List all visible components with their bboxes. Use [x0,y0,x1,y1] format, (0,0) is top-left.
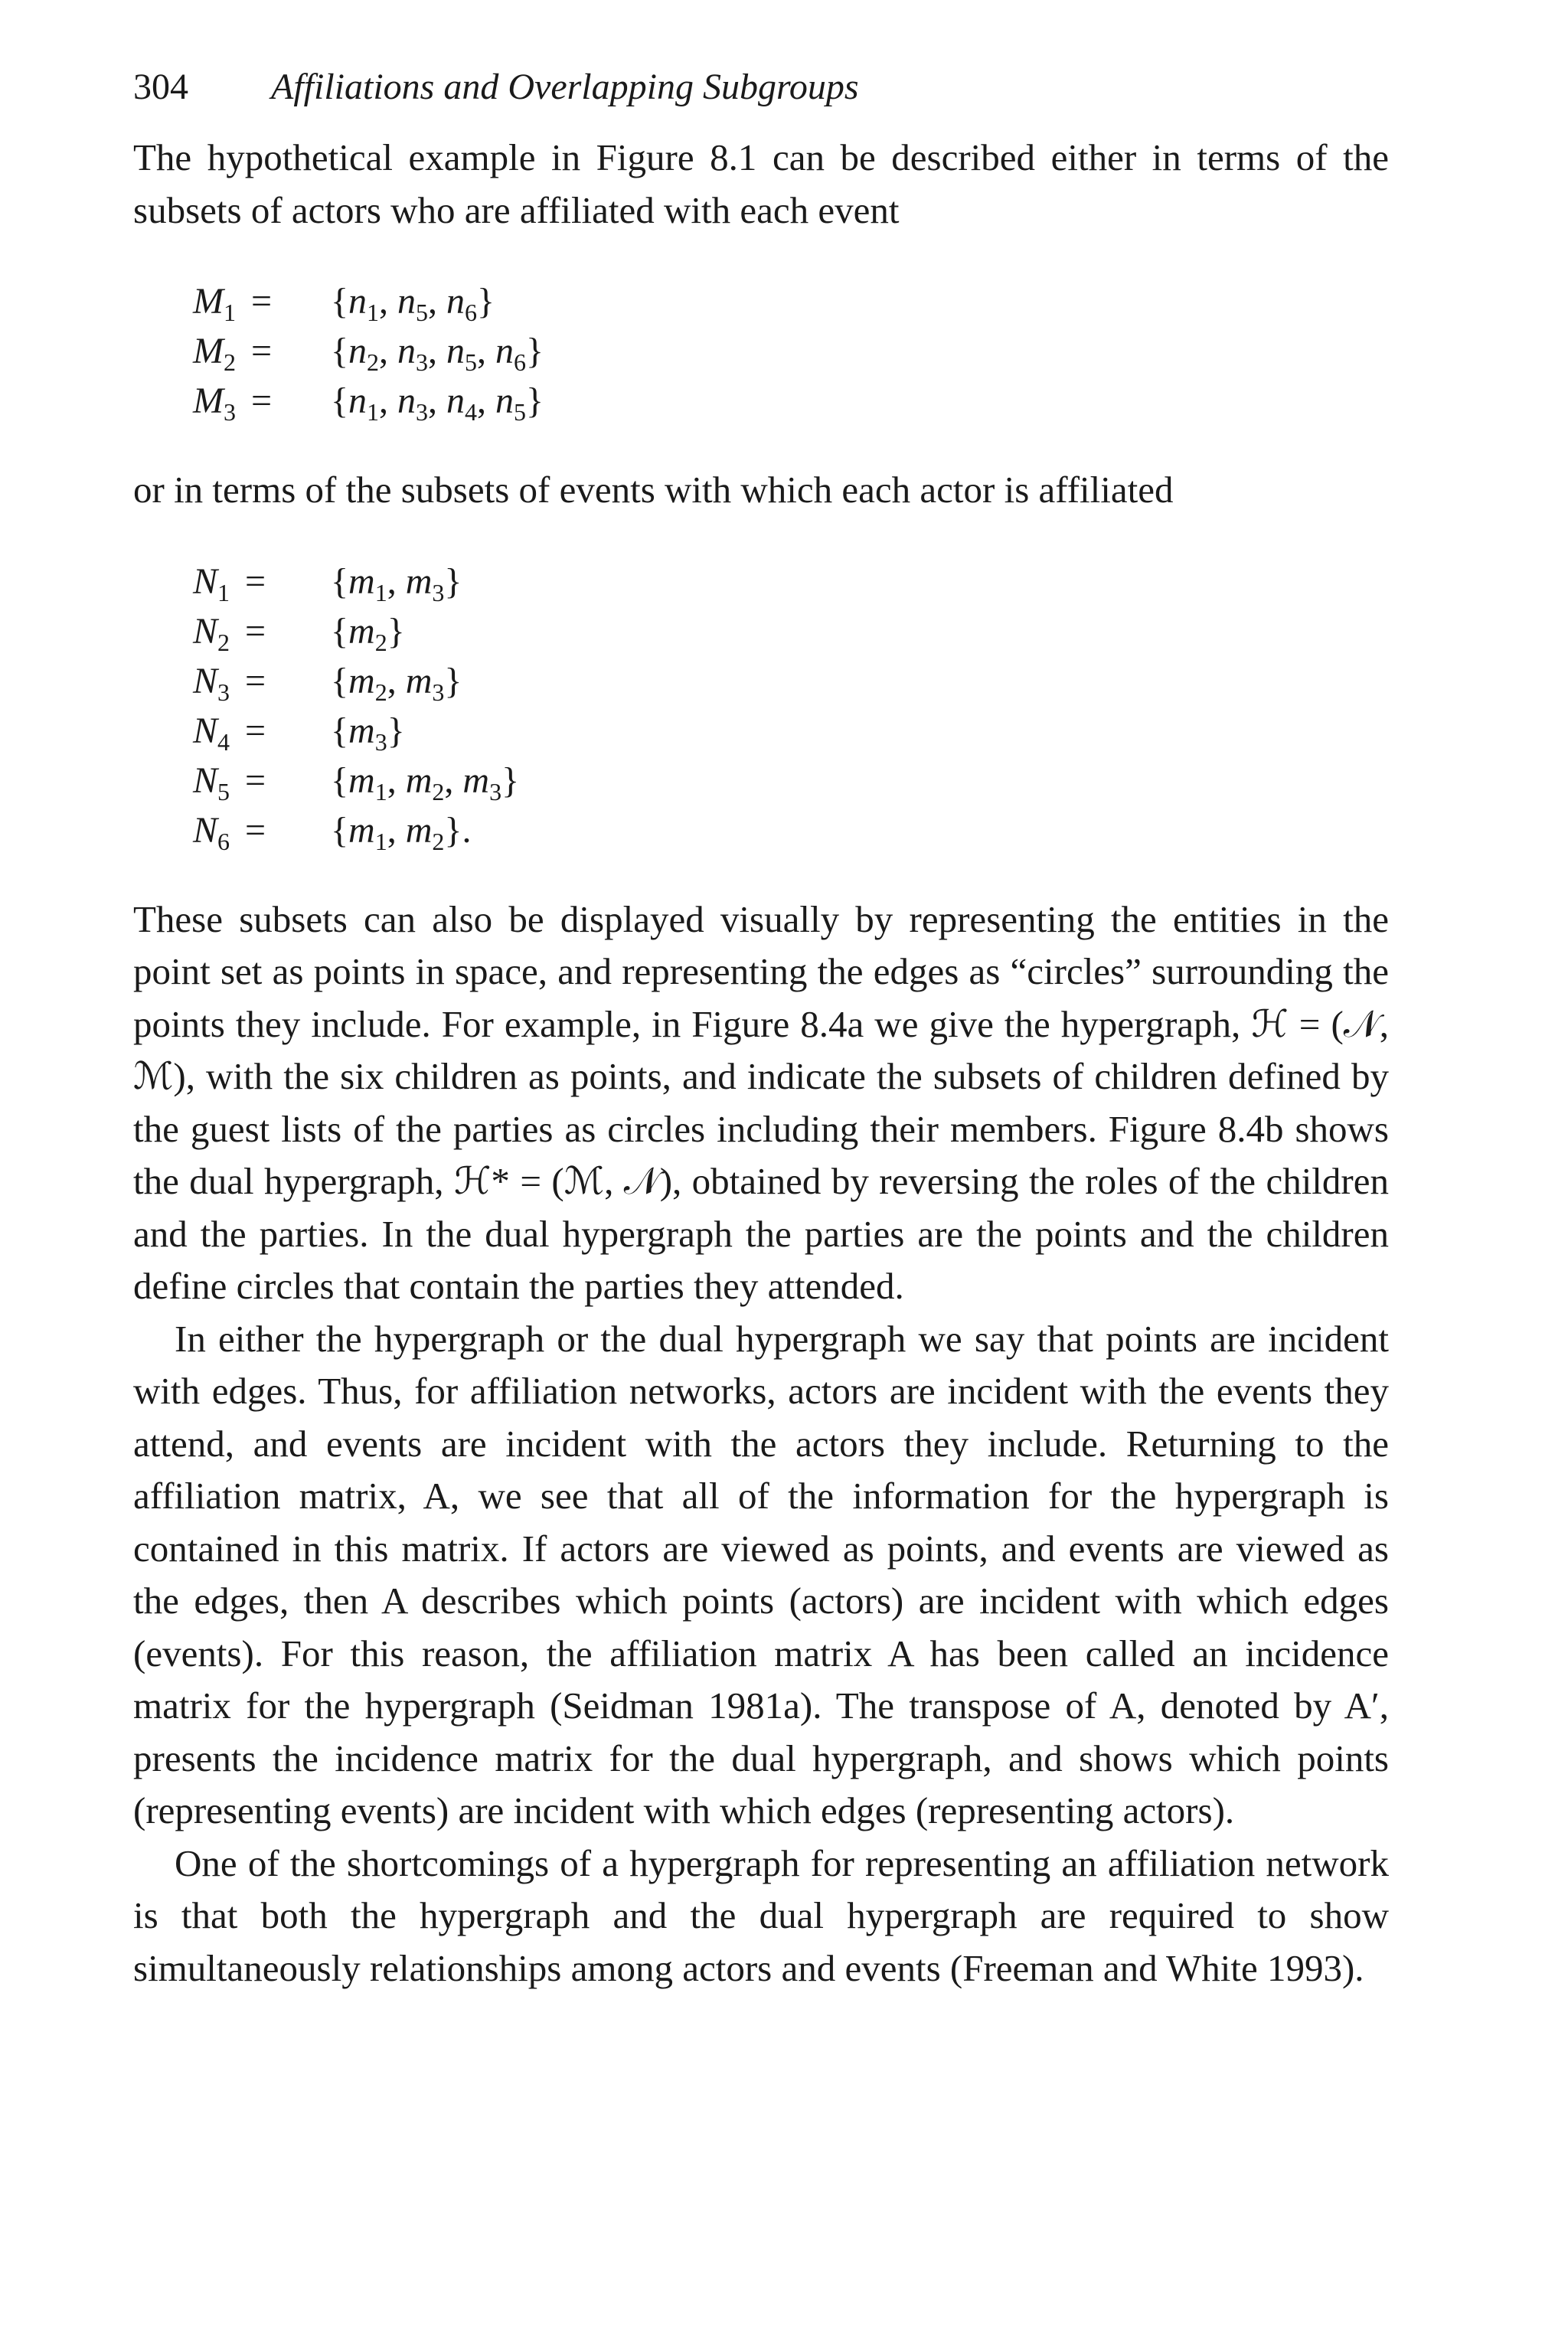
comma: , [428,331,447,371]
member-subscript: 5 [465,348,478,376]
comma: , [428,281,447,322]
comma: , [444,760,463,801]
open-brace: { [331,760,349,801]
paragraph-hypergraph: These subsets can also be displayed visually by representing the entities in the point set as points in space, and representing the edges as “circles” surrounding the points they include. For example, in Figure 8.4a we give the hypergraph, ℋ = (𝒩, ℳ), with the six children as points, and indicate the subsets of children defined by the guest lists of the parties as circles including their members. Figure 8.4b shows the dual hypergraph, ℋ* = (ℳ, 𝒩), obtained by reversing the roles of the children and the parties. In the dual hypergraph the parties are the points and the children define circles that contain the parties they attended. [133,897,1389,1307]
comma: , [428,381,447,421]
member-variable: n [446,281,466,322]
member-subscript: 1 [367,299,380,326]
member-subscript: 5 [416,299,429,326]
open-brace: { [331,710,349,751]
equals-sign: = [236,760,266,801]
member-subscript: 3 [416,348,429,376]
set-variable: M [193,281,224,322]
member-subscript: 1 [374,578,387,606]
member-subscript: 1 [374,827,387,855]
event-set-equations [193,276,1389,426]
set-variable: N [193,760,218,801]
paragraph-actor-intro: or in terms of the subsets of events with which each actor is affiliated [133,469,1174,511]
actor-set-row [193,606,1389,656]
member-variable: n [348,281,368,322]
member-variable: m [405,660,433,701]
member-subscript: 3 [432,578,445,606]
close-brace: } [501,760,520,801]
open-brace: { [331,610,349,652]
set-subscript: 1 [217,578,230,606]
member-subscript: 2 [432,777,445,805]
member-variable: m [348,710,375,751]
set-variable: N [193,610,218,652]
member-subscript: 1 [367,398,380,426]
close-brace: } [444,809,462,851]
member-subscript: 3 [489,777,502,805]
set-members [331,656,462,710]
set-subscript: 4 [217,727,230,756]
set-variable: N [193,560,218,602]
open-brace: { [331,331,349,371]
member-variable: n [397,281,416,322]
set-subscript: 3 [217,678,230,706]
close-brace: } [526,381,544,421]
open-brace: { [331,809,349,851]
member-variable: n [348,331,368,371]
set-name [193,276,331,330]
member-subscript: 3 [432,678,445,706]
set-variable: M [193,331,224,371]
set-members [331,606,405,660]
set-members [331,706,405,760]
set-name [193,756,331,809]
set-variable: N [193,710,218,751]
comma: , [379,381,398,421]
member-variable: m [405,760,433,801]
member-variable: m [405,809,433,851]
open-brace: { [331,281,349,322]
set-members [331,326,544,380]
comma: , [477,331,496,371]
set-variable: N [193,660,218,701]
event-set-row [193,326,1389,376]
close-brace: } [387,710,405,751]
member-variable: n [397,331,416,371]
set-variable: M [193,381,224,421]
set-name [193,606,331,660]
set-name [193,376,331,430]
member-variable: n [446,331,466,371]
member-variable: n [495,381,514,421]
set-variable: N [193,809,218,851]
close-brace: } [526,331,544,371]
equals-sign: = [241,381,273,421]
comma: , [477,381,496,421]
equals-sign: = [236,560,266,602]
equals-sign: = [236,660,266,701]
set-subscript: 2 [217,628,230,656]
close-brace: } [477,281,495,322]
member-variable: m [462,760,490,801]
member-variable: n [397,381,416,421]
open-brace: { [331,660,349,701]
equals-sign: = [236,809,266,851]
actor-set-row [193,706,1389,756]
comma: , [379,281,398,322]
member-variable: n [495,331,514,371]
event-set-row [193,276,1389,326]
member-subscript: 3 [416,398,429,426]
set-subscript: 6 [217,827,230,855]
open-brace: { [331,381,349,421]
actor-set-row [193,656,1389,706]
member-variable: n [446,381,466,421]
set-name [193,656,331,710]
set-name [193,326,331,380]
page-number: 304 [133,67,188,107]
member-variable: m [348,760,375,801]
comma: , [387,809,406,851]
set-members [331,376,544,430]
member-subscript: 2 [374,678,387,706]
running-head [133,64,1389,110]
member-variable: m [348,560,375,602]
member-subscript: 6 [465,299,478,326]
set-members [331,276,495,330]
comma: , [387,760,406,801]
member-subscript: 2 [432,827,445,855]
actor-set-row [193,557,1389,606]
member-subscript: 4 [465,398,478,426]
actor-set-row [193,805,1389,855]
trailing-period: . [462,809,472,851]
equals-sign: = [241,281,273,322]
member-variable: m [348,809,375,851]
member-variable: n [348,381,368,421]
set-name [193,805,331,859]
set-subscript: 1 [223,299,236,326]
open-brace: { [331,560,349,602]
paragraph-shortcomings: One of the shortcomings of a hypergraph for representing an affiliation network is that both the hypergraph and the dual hypergraph are required to show simultaneously relationships among actors and events (Freeman and White 1993). [133,1841,1389,1989]
set-members [331,805,471,859]
member-subscript: 1 [374,777,387,805]
member-subscript: 3 [374,727,387,756]
member-variable: m [405,560,433,602]
set-members [331,557,462,610]
equals-sign: = [241,331,273,371]
member-subscript: 2 [374,628,387,656]
comma: , [387,660,406,701]
event-set-row [193,376,1389,426]
paragraph-intro: The hypothetical example in Figure 8.1 can be described either in terms of the subsets of actors who are affiliated with each event [133,136,1389,231]
set-subscript: 2 [223,348,236,376]
paragraph-incidence: In either the hypergraph or the dual hypergraph we say that points are incident with edges. Thus, for affiliation networks, actors are incident with the events they attend, and events are incident with the actors they include. Returning to the affiliation matrix, A, we see that all of the information for the hypergraph is contained in this matrix. If actors are viewed as points, and events are viewed as the edges, then A describes which points (actors) are incident with which edges (events). For this reason, the affiliation matrix A has been called an incidence matrix for the hypergraph (Seidman 1981a). The transpose of A, denoted by A′, presents the incidence matrix for the dual hypergraph, and shows which points (representing events) are incident with which edges (representing actors). [133,1317,1389,1831]
set-subscript: 5 [217,777,230,805]
member-variable: m [348,610,375,652]
member-subscript: 6 [514,348,527,376]
comma: , [387,560,406,602]
equals-sign: = [236,710,266,751]
comma: , [379,331,398,371]
running-title: Affiliations and Overlapping Subgroups [271,67,859,107]
set-name [193,706,331,760]
set-members [331,756,519,809]
member-subscript: 5 [514,398,527,426]
book-page [133,64,1389,1995]
actor-set-equations [193,557,1389,855]
actor-set-row [193,756,1389,805]
close-brace: } [387,610,405,652]
member-subscript: 2 [367,348,380,376]
set-name [193,557,331,610]
equals-sign: = [236,610,266,652]
close-brace: } [444,560,462,602]
member-variable: m [348,660,375,701]
set-subscript: 3 [223,398,236,426]
close-brace: } [444,660,462,701]
